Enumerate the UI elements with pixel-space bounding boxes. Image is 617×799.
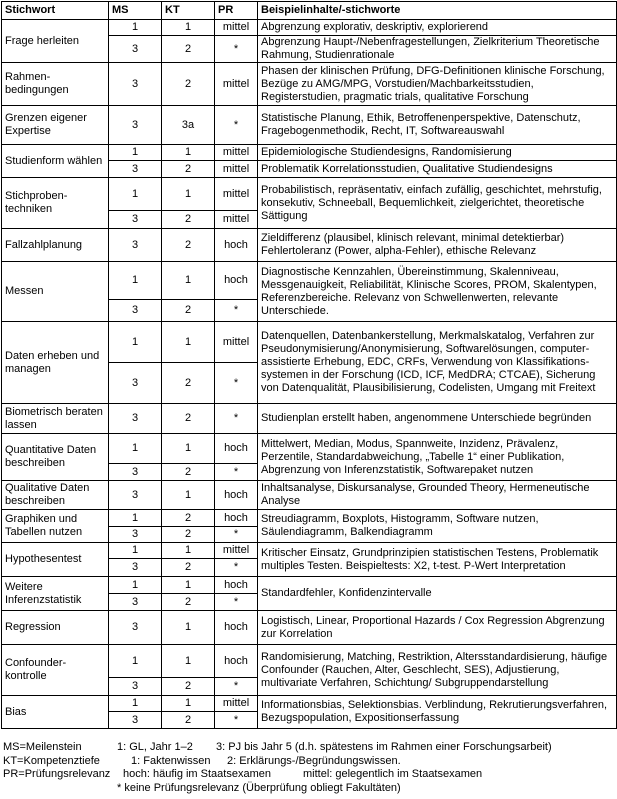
inhalte-cell: Epidemiologische Studiendesigns, Randomisierung	[258, 145, 617, 161]
ms-cell: 3	[109, 464, 162, 481]
stichwort-cell: Fallzahlplanung	[2, 229, 109, 262]
footnote-kt-2: 2: Erklärungs-/Begründungswissen.	[227, 754, 401, 767]
table-row	[2, 434, 617, 464]
footnote-line	[3, 768, 615, 782]
footnote-kt: KT=Kompetenztiefe	[3, 754, 100, 767]
pr-cell: *	[215, 527, 258, 543]
ms-cell: 1	[109, 178, 162, 211]
pr-cell: mittel	[215, 543, 258, 559]
pr-cell: *	[215, 559, 258, 577]
kt-cell: 2	[162, 63, 215, 106]
inhalte-cell: Phasen der klinischen Prüfung, DFG-Definitionen klinische Forschung, Bezüge zu AMG/MPG, Vorstudien/Machbarkeitsstudien, Registerstudien, pragmatic trials, qualitative Forschung	[258, 63, 617, 106]
ms-cell: 3	[109, 594, 162, 611]
kt-cell: 2	[162, 464, 215, 481]
pr-cell: hoch	[215, 645, 258, 678]
stichwort-cell: Grenzen eigener Expertise	[2, 106, 109, 145]
kt-cell: 2	[162, 510, 215, 527]
pr-cell: hoch	[215, 611, 258, 645]
kt-cell: 2	[162, 712, 215, 729]
pr-cell: hoch	[215, 577, 258, 594]
ms-cell: 1	[109, 577, 162, 594]
stichwort-cell: Hypothesentest	[2, 543, 109, 577]
header-inhalte: Beispielinhalte/-stichworte	[258, 2, 617, 20]
kt-cell: 2	[162, 229, 215, 262]
table-row	[2, 63, 617, 106]
ms-cell: 1	[109, 262, 162, 300]
footnote-ms: MS=Meilenstein	[3, 741, 82, 753]
inhalte-cell: Abgrenzung explorativ, deskriptiv, explorierend	[258, 20, 617, 36]
stichwort-cell: Regression	[2, 611, 109, 645]
kt-cell: 1	[162, 611, 215, 645]
footnote-ms-3: 3: PJ bis Jahr 5 (d.h. spätestens im Rahmen einer Forschungsarbeit)	[216, 741, 552, 753]
table-row	[2, 645, 617, 678]
stichwort-cell: Daten erheben und managen	[2, 322, 109, 404]
kt-cell: 1	[162, 577, 215, 594]
table-row	[2, 145, 617, 161]
ms-cell: 1	[109, 145, 162, 161]
stichwort-cell: Biometrisch beraten lassen	[2, 404, 109, 434]
kt-cell: 2	[162, 161, 215, 178]
ms-cell: 3	[109, 363, 162, 404]
ms-cell: 3	[109, 300, 162, 322]
pr-cell: mittel	[215, 178, 258, 211]
pr-cell: *	[215, 464, 258, 481]
footnote-pr-mittel: mittel: gelegentlich im Staatsexamen	[302, 768, 483, 780]
kt-cell: 1	[162, 645, 215, 678]
kt-cell: 1	[162, 696, 215, 712]
ms-cell: 1	[109, 645, 162, 678]
stichwort-cell: Frage herleiten	[2, 20, 109, 63]
pr-cell: hoch	[215, 481, 258, 510]
kt-cell: 2	[162, 527, 215, 543]
stichwort-cell: Graphiken und Tabellen nutzen	[2, 510, 109, 543]
pr-cell: *	[215, 106, 258, 145]
footnote-pr-hoch: hoch: häufig im Staatsexamen	[123, 768, 271, 780]
stichwort-cell: Bias	[2, 696, 109, 729]
inhalte-cell: Kritischer Einsatz, Grundprinzipien statistischen Testens, Problematik multiples Testen. Beispieltests: X2, t-test. P-Wert Interpretation	[258, 543, 617, 577]
table-row	[2, 696, 617, 712]
stichwort-cell: Stichproben-techniken	[2, 178, 109, 229]
footnote-pr: PR=Prüfungsrelevanz	[3, 768, 111, 780]
ms-cell: 1	[109, 510, 162, 527]
inhalte-cell: Studienplan erstellt haben, angenommene Unterschiede begründen	[258, 404, 617, 434]
kt-cell: 2	[162, 363, 215, 404]
stichwort-cell: Quantitative Daten beschreiben	[2, 434, 109, 481]
stichwort-cell: Qualitative Daten beschreiben	[2, 481, 109, 510]
table-row	[2, 178, 617, 211]
ms-cell: 3	[109, 712, 162, 729]
pr-cell: *	[215, 594, 258, 611]
pr-cell: *	[215, 300, 258, 322]
footnote-line	[3, 755, 615, 769]
ms-cell: 3	[109, 611, 162, 645]
stichwort-cell: Rahmen-bedingungen	[2, 63, 109, 106]
stichwort-cell: Studienform wählen	[2, 145, 109, 178]
ms-cell: 3	[109, 36, 162, 63]
stichwort-cell: Messen	[2, 262, 109, 322]
inhalte-cell: Standardfehler, Konfidenzintervalle	[258, 577, 617, 611]
pr-cell: hoch	[215, 510, 258, 527]
kt-cell: 1	[162, 481, 215, 510]
kt-cell: 2	[162, 559, 215, 577]
pr-cell: mittel	[215, 63, 258, 106]
kt-cell: 2	[162, 36, 215, 63]
ms-cell: 1	[109, 20, 162, 36]
inhalte-cell: Mittelwert, Median, Modus, Spannweite, Inzidenz, Prävalenz, Perzentile, Standardabweichung, „Tabelle 1“ einer Publikation, Abgrenzung von Inferenzstatistik, Softwarepaket nutzen	[258, 434, 617, 481]
inhalte-cell: Zieldifferenz (plausibel, klinisch relevant, minimal detektierbar) Fehlertoleranz (Power, alpha-Fehler), ethische Relevanz	[258, 229, 617, 262]
table-row	[2, 106, 617, 145]
footnote-kt-1: 1: Faktenwissen	[131, 754, 211, 767]
kt-cell: 2	[162, 594, 215, 611]
kt-cell: 2	[162, 211, 215, 229]
table-header-row	[2, 2, 617, 20]
table-row	[2, 510, 617, 527]
competency-table	[1, 1, 617, 729]
kt-cell: 1	[162, 20, 215, 36]
kt-cell: 1	[162, 145, 215, 161]
pr-cell: mittel	[215, 211, 258, 229]
pr-cell: hoch	[215, 434, 258, 464]
ms-cell: 1	[109, 322, 162, 363]
inhalte-cell: Probabilistisch, repräsentativ, einfach zufällig, geschichtet, mehrstufig, konsekutiv, Schneeball, Bequemlichkeit, zielgerichtet, theoretische Sättigung	[258, 178, 617, 229]
ms-cell: 3	[109, 161, 162, 178]
inhalte-cell: Diagnostische Kennzahlen, Übereinstimmung, Skalenniveau, Messgenauigkeit, Reliabilität, Klinische Scores, PROM, Skalentypen, Referenzbereiche. Relevanz von Schwellenwerten, relevante Unterschiede.	[258, 262, 617, 322]
pr-cell: *	[215, 404, 258, 434]
table-body	[2, 20, 617, 729]
ms-cell: 3	[109, 106, 162, 145]
header-stichwort: Stichwort	[2, 2, 109, 20]
table-row	[2, 611, 617, 645]
kt-cell: 2	[162, 404, 215, 434]
table-row	[2, 20, 617, 36]
ms-cell: 3	[109, 678, 162, 696]
ms-cell: 3	[109, 211, 162, 229]
footnote-line	[3, 741, 615, 755]
stichwort-cell: Weitere Inferenzstatistik	[2, 577, 109, 611]
kt-cell: 3a	[162, 106, 215, 145]
ms-cell: 3	[109, 63, 162, 106]
inhalte-cell: Problematik Korrelationsstudien, Qualitative Studiendesigns	[258, 161, 617, 178]
table-row	[2, 262, 617, 300]
kt-cell: 1	[162, 434, 215, 464]
kt-cell: 1	[162, 543, 215, 559]
table-row	[2, 404, 617, 434]
table-row	[2, 322, 617, 363]
ms-cell: 3	[109, 527, 162, 543]
pr-cell: mittel	[215, 145, 258, 161]
inhalte-cell: Inhaltsanalyse, Diskursanalyse, Grounded Theory, Hermeneutische Analyse	[258, 481, 617, 510]
inhalte-cell: Logistisch, Linear, Proportional Hazards / Cox Regression Abgrenzung zur Korrelation	[258, 611, 617, 645]
footnotes	[3, 741, 615, 795]
table-row	[2, 229, 617, 262]
footnote-ms-1: 1: GL, Jahr 1–2	[117, 741, 193, 753]
header-pr: PR	[215, 2, 258, 20]
pr-cell: *	[215, 712, 258, 729]
ms-cell: 3	[109, 404, 162, 434]
pr-cell: *	[215, 36, 258, 63]
inhalte-cell: Statistische Planung, Ethik, Betroffenenperspektive, Datenschutz, Fragebogenmethodik, Recht, IT, Softwareauswahl	[258, 106, 617, 145]
pr-cell: mittel	[215, 322, 258, 363]
pr-cell: mittel	[215, 20, 258, 36]
footnote-line	[3, 782, 615, 796]
pr-cell: hoch	[215, 229, 258, 262]
kt-cell: 1	[162, 262, 215, 300]
kt-cell: 1	[162, 322, 215, 363]
inhalte-cell: Streudiagramm, Boxplots, Histogramm, Software nutzen, Säulendiagramm, Balkendiagramm	[258, 510, 617, 543]
pr-cell: *	[215, 363, 258, 404]
inhalte-cell: Datenquellen, Datenbankerstellung, Merkmalskatalog, Verfahren zur Pseudonymisierung/Anonymisierung, Softwarelösungen, computer-assistierte Erhebung, EDC, CRFs, Verwendung von Klassifikations-systemen in der Forschung (ICD, ICF, MedDRA; CTCAE), Sicherung von Datenqualität, Plausibilisierung, Codelisten, Umgang mit Freitext	[258, 322, 617, 404]
ms-cell: 3	[109, 559, 162, 577]
ms-cell: 3	[109, 481, 162, 510]
ms-cell: 3	[109, 229, 162, 262]
table-row	[2, 481, 617, 510]
pr-cell: mittel	[215, 696, 258, 712]
table-row	[2, 543, 617, 559]
kt-cell: 2	[162, 300, 215, 322]
pr-cell: hoch	[215, 262, 258, 300]
ms-cell: 1	[109, 543, 162, 559]
pr-cell: mittel	[215, 161, 258, 178]
footnote-asterisk: * keine Prüfungsrelevanz (Überprüfung obliegt Fakultäten)	[117, 781, 401, 794]
header-kt: KT	[162, 2, 215, 20]
header-ms: MS	[109, 2, 162, 20]
stichwort-cell: Confounder-kontrolle	[2, 645, 109, 696]
kt-cell: 1	[162, 178, 215, 211]
inhalte-cell: Abgrenzung Haupt-/Nebenfragestellungen, Zielkriterium Theoretische Rahmung, Studienrationale	[258, 36, 617, 63]
inhalte-cell: Randomisierung, Matching, Restriktion, Altersstandardisierung, häufige Confounder (Rauchen, Alter, Geschlecht, SES), Adjustierung, multivariate Verfahren, Schichtung/ Subgruppendarstellung	[258, 645, 617, 696]
kt-cell: 2	[162, 678, 215, 696]
inhalte-cell: Informationsbias, Selektionsbias. Verblindung, Rekrutierungsverfahren, Bezugspopulation, Expositionserfassung	[258, 696, 617, 729]
ms-cell: 1	[109, 696, 162, 712]
table-row	[2, 577, 617, 594]
ms-cell: 1	[109, 434, 162, 464]
pr-cell: *	[215, 678, 258, 696]
